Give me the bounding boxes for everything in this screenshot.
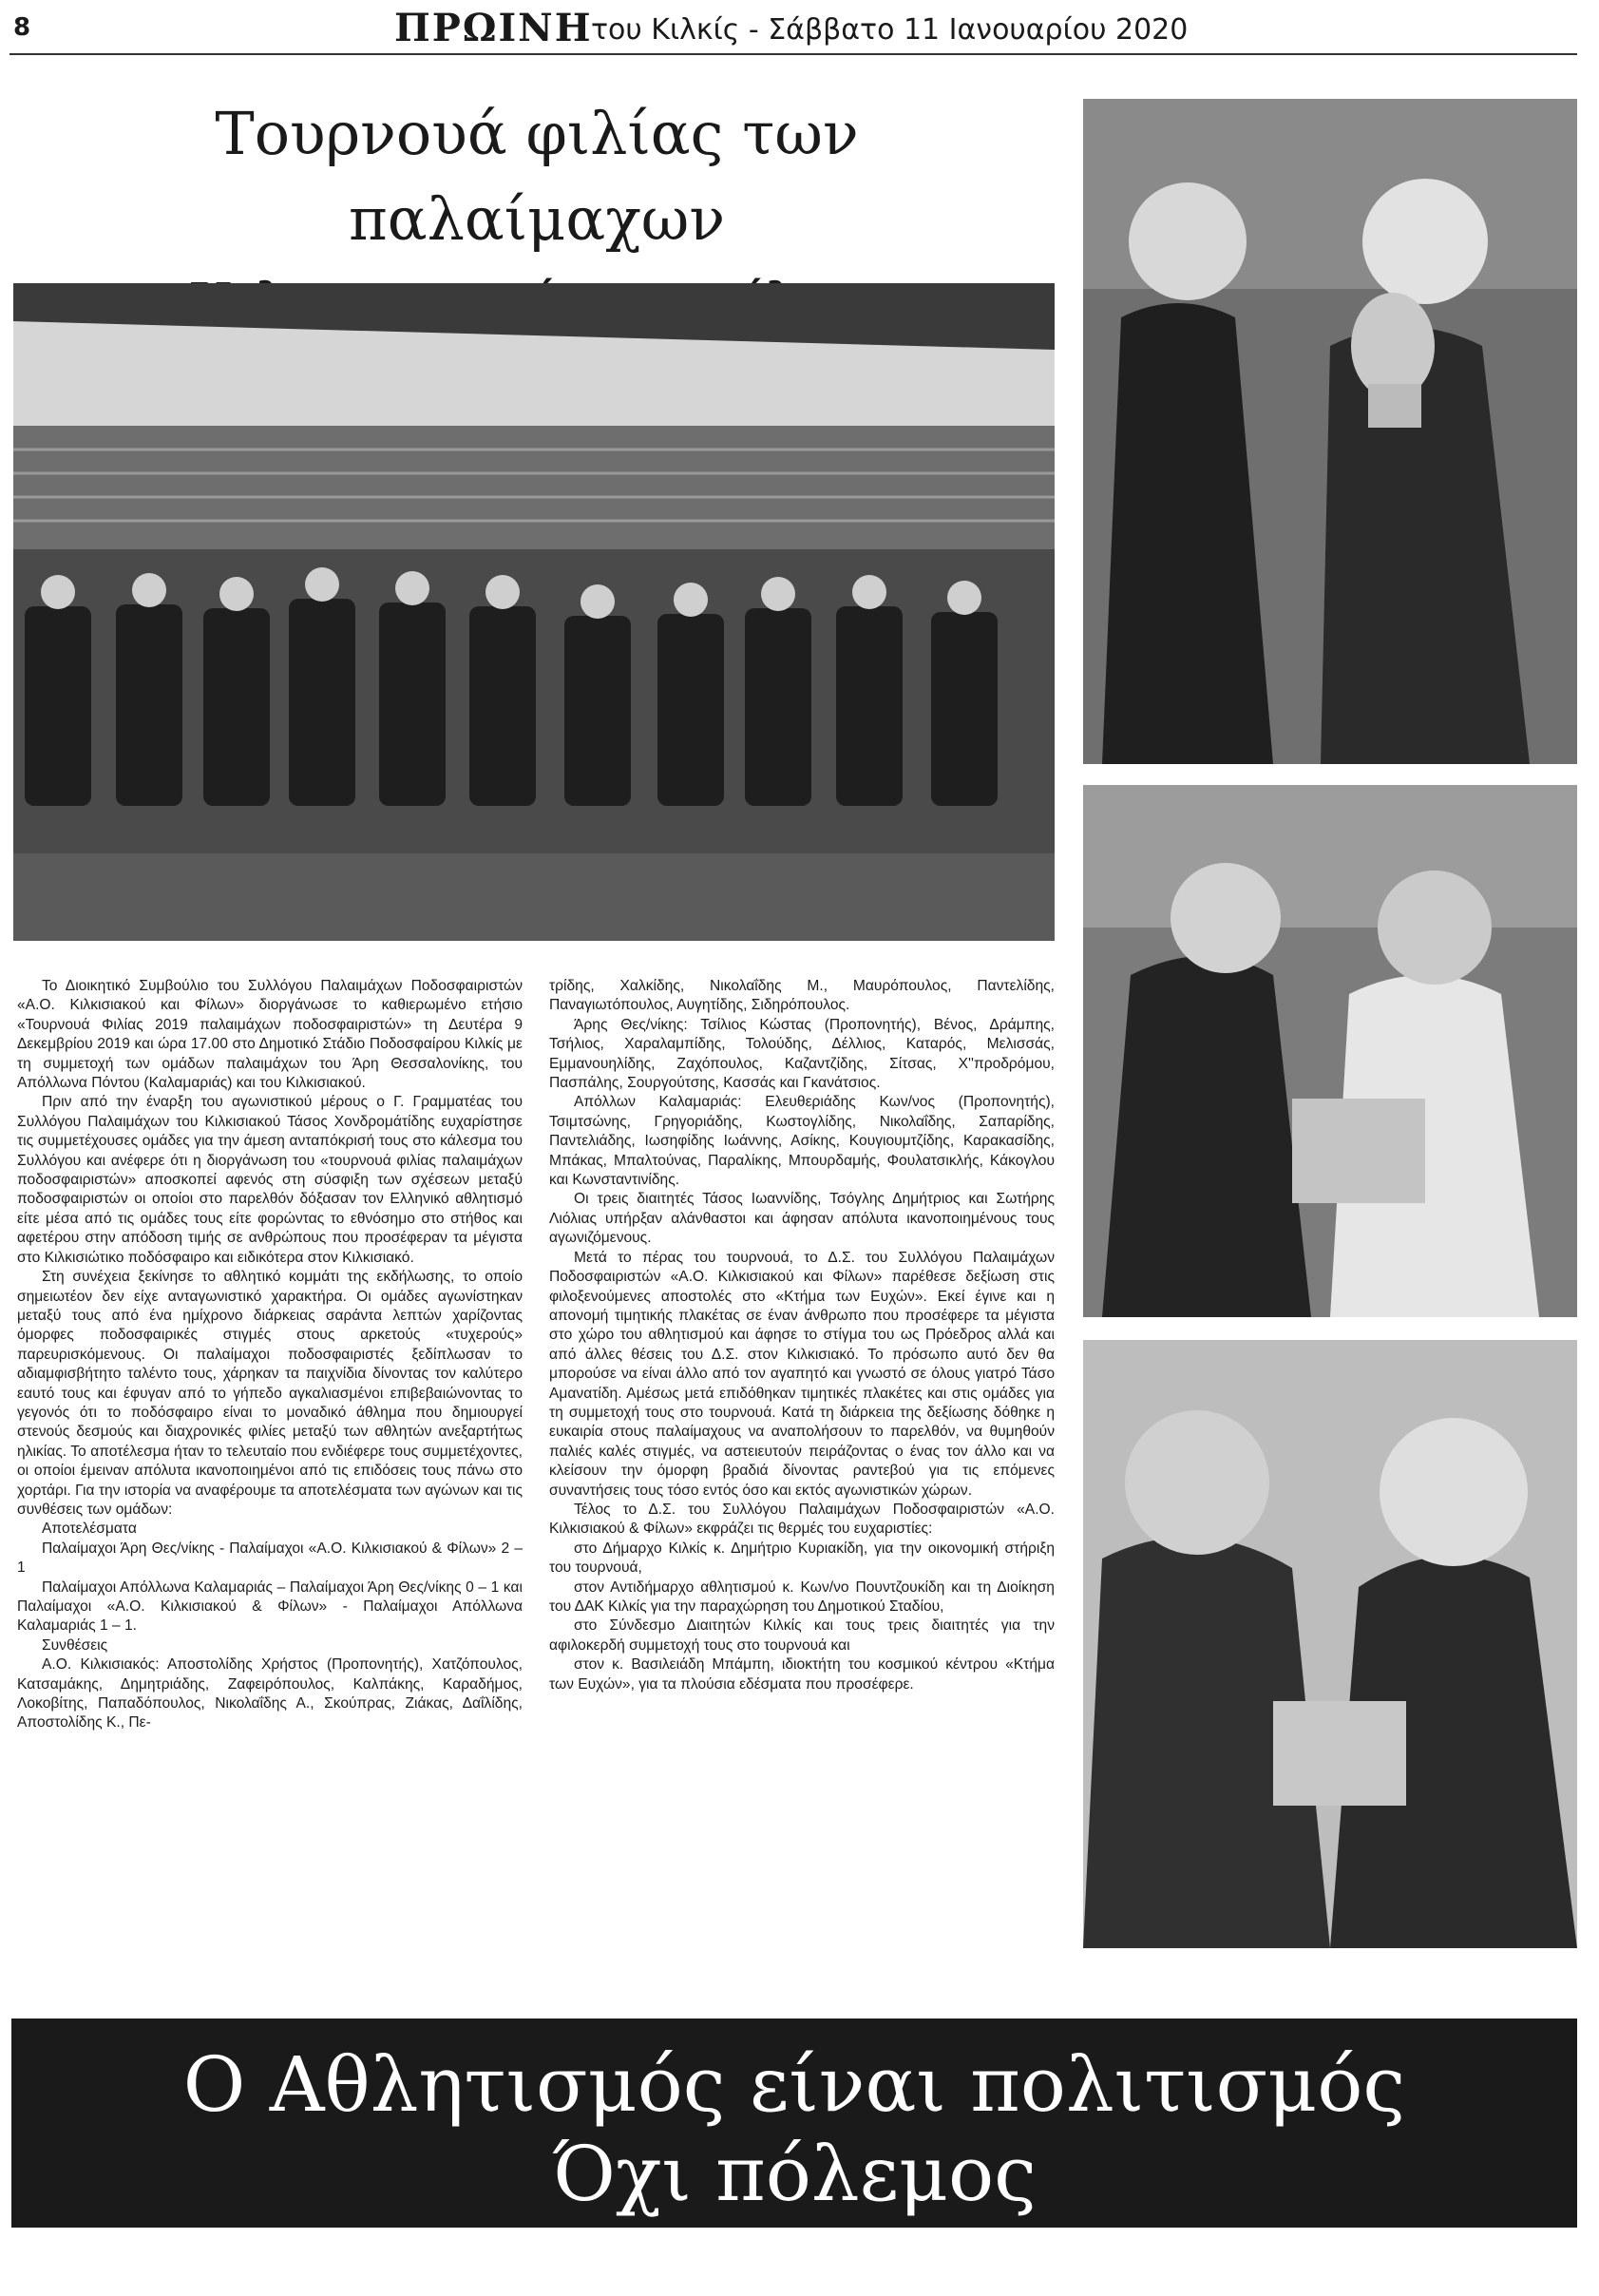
article-column-2	[549, 977, 1055, 1694]
result-line: Παλαίμαχοι Άρη Θες/νίκης - Παλαίμαχοι «Α.Ο. Κιλκισιακού & Φίλων» 2 – 1	[17, 1540, 523, 1577]
team-photo	[13, 283, 1055, 941]
lineups-heading: Συνθέσεις	[42, 1636, 108, 1654]
article-paragraph: Στη συνέχεια ξεκίνησε το αθλητικό κομμάτι της εκδήλωσης, το οποίο σημειωτέον δεν είχε ανταγωνιστικό χαρακτήρα. Οι ομάδες αγωνίστηκαν μεταξύ τους από ένα ημίχρονο διάρκειας σαράντα λεπτών χαρίζοντας όμορφες ποδοσφαιρικές στιγμές στους αρκετούς «τυχερούς» παρευρισκόμενους. Οι παλαίμαχοι ποδοσφαιριστές ξεδίπλωσαν το αδιαμφισβήτητο ταλέντο τους, χάρηκαν τα παιχνίδια δίνοντας τον καλύτερο εαυτό τους και έφυγαν από το γήπεδο αγκαλιασμένοι επιβεβαιώνοντας το γεγονός ότι το ποδόσφαιρο είναι το μοναδικό άθλημα που δημιουργεί στενούς δεσμούς και διαχρονικές φιλίες μεταξύ των αθλητών ανεξαρτήτως ηλικίας. Το αποτέλεσμα ήταν το τελευταίο που ενδιέφερε τους συμμετέχοντες, οι οποίοι έμειναν απόλυτα ικανοποιημένοι από τις επιδόσεις τους πάνω στο χορτάρι. Για την ιστορία να αναφέρουμε τα αποτελέσματα των αγώνων και τις συνθέσεις των ομάδων:	[17, 1269, 523, 1518]
result-line: Παλαίμαχοι Απόλλωνα Καλαμαριάς – Παλαίμαχοι Άρη Θες/νίκης 0 – 1 και Παλαίμαχοι «Α.Ο. Κιλκισιακού & Φίλων» - Παλαίμαχοι Απόλλωνα Καλαμαριάς 1 – 1.	[17, 1578, 523, 1635]
headline-line-1: Τουρνουά φιλίας των παλαίμαχων	[215, 99, 859, 254]
slogan-banner	[11, 2019, 1577, 2228]
results-heading: Αποτελέσματα	[42, 1521, 137, 1538]
thanks-item: στον κ. Βασιλειάδη Μπάμπη, ιδιοκτήτη του κοσμικού κέντρου «Κτήμα των Ευχών», για τα πλούσια εδέσματα που προσέφερε.	[549, 1656, 1055, 1693]
issue-dateline: του Κιλκίς - Σάββατο 11 Ιανουαρίου 2020	[591, 13, 1189, 47]
trophy-photo	[1083, 99, 1577, 764]
slogan-line-1: Ο Αθλητισμός είναι πολιτισμός	[182, 2040, 1406, 2129]
slogan-line-2: Όχι πόλεμος	[552, 2130, 1037, 2218]
plaque-photo-2	[1083, 1340, 1577, 1948]
article-paragraph: Τέλος το Δ.Σ. του Συλλόγου Παλαιμάχων Ποδοσφαιριστών «Α.Ο. Κιλκισιακού & Φίλων» εκφράζει τις θερμές του ευχαριστίες:	[549, 1501, 1055, 1538]
article-paragraph: Πριν από την έναρξη του αγωνιστικού μέρους ο Γ. Γραμματέας του Συλλόγου Παλαιμάχων του Κιλκισιακού Τάσος Χονδρομάτίδης ευχαρίστησε τις συμμετέχουσες ομάδες για την άμεση ανταπόκρισή τους στο κάλεσμα του Συλλόγου και ανέφερε ότι η διοργάνωση του «τουρνουά φιλίας παλαιμάχων ποδοσφαιριστών» αποσκοπεί αφενός στη σύσφιξη των σχέσεων μεταξύ ποδοσφαιριστών οι οποίοι στο παρελθόν δόξασαν τον Ελληνικό αθλητισμό είτε μέσα από τις ομάδες τους είτε φορώντας το εθνόσημο στο στήθος και αφετέρου στην απόδοση τιμής σε ανθρώπους που προσέφεραν τα μέγιστα στο Κιλκισιώτικο ποδόσφαιρο και ειδικότερα στον Κιλκισιακό.	[17, 1094, 523, 1266]
thanks-item: στο Σύνδεσμο Διαιτητών Κιλκίς και τους τρεις διαιτητές για την αφιλοκερδή συμμετοχή τους στο τουρνουά και	[549, 1617, 1055, 1654]
lineup-paragraph: Α.Ο. Κιλκισιακός: Αποστολίδης Χρήστος (Προπονητής), Χατζόπουλος, Κατσαμάκης, Δημητριάδης, Ζαφειρόπουλος, Καλπάκης, Καραδήμος, Λοκοβίτης, Παπαδόπουλος, Νικολαΐδης Α., Σκούπρας, Ζιάκας, Δαΐλίδης, Αποστολίδης Κ., Πε-	[17, 1656, 523, 1732]
newspaper-masthead: ΠΡΩΙΝΗ	[394, 6, 593, 50]
article-column-1	[17, 977, 523, 1733]
header-divider	[10, 53, 1577, 55]
thanks-item: στο Δήμαρχο Κιλκίς κ. Δημήτριο Κυριακίδη, για την οικονομική στήριξη του τουρνουά,	[549, 1540, 1055, 1577]
thanks-item: στον Αντιδήμαρχο αθλητισμού κ. Κων/νο Πουντζουκίδη και τη Διοίκηση του ΔΑΚ Κιλκίς για την παραχώρηση του Δημοτικού Σταδίου,	[549, 1578, 1055, 1615]
article-paragraph: Οι τρεις διαιτητές Τάσος Ιωαννίδης, Τσόγλης Δημήτριος και Σωτήρης Λιόλιας υπήρξαν αλάνθαστοι και άφησαν απόλυτα ικανοποιημένους τους αγωνιζόμενους.	[549, 1191, 1055, 1247]
lineup-continuation: τρίδης, Χαλκίδης, Νικολαΐδης Μ., Μαυρόπουλος, Παντελίδης, Παναγιωτόπουλος, Αυγητίδης, Σιδηρόπουλος.	[549, 978, 1055, 1014]
page-header	[0, 0, 1599, 57]
article-paragraph: Το Διοικητικό Συμβούλιο του Συλλόγου Παλαιμάχων Ποδοσφαιριστών «Α.Ο. Κιλκισιακού και Φίλων» διοργάνωσε το καθιερωμένο ετήσιο «Τουρνουά Φιλίας 2019 παλαιμάχων ποδοσφαιριστών» τη Δευτέρα 9 Δεκεμβρίου 2019 και ώρα 17.00 στο Δημοτικό Στάδιο Ποδοσφαίρου Κιλκίς με τη συμμετοχή των ομάδων παλαιμάχων του Άρη Θεσσαλονίκης, του Απόλλωνα Πόντου (Καλαμαριάς) και του Κιλκισιακού.	[17, 978, 523, 1092]
plaque-photo-1	[1083, 785, 1577, 1317]
article-paragraph: Μετά το πέρας του τουρνουά, το Δ.Σ. του Συλλόγου Παλαιμάχων Ποδοσφαιριστών «Α.Ο. Κιλκισιακού και Φίλων» παρέθεσε δεξίωση στις φιλοξενούμενες αποστολές στο «Κτήμα των Ευχών». Εκεί έγινε και η απονομή τιμητικής πλακέτας σε έναν άνθρωπο που προσέφερε τα μέγιστα στο χώρο του αθλητισμού και άφησε το στίγμα του ως Πρόεδρος αλλά και από άλλες θέσεις του Δ.Σ. στον Κιλκισιακό. Το πρόσωπο αυτό δεν θα μπορούσε να είναι άλλο από τον αγαπητό και γνωστό σε όλους γιατρό Τάσο Αμανατίδη. Αμέσως μετά επιδόθηκαν τιμητικές πλακέτες και στις ομάδες για τη συμμετοχή τους στο τουρνουά. Κατά τη διάρκεια της δεξίωσης δόθηκε η ευκαιρία στους παλαίμαχους να αναπολήσουν το παρελθόν, να θυμηθούν παλιές καλές στιγμές, να αστειευτούν πειράζοντας ο ένας τον άλλο και να κλείσουν την όμορφη βραδιά δίνοντας ραντεβού για τις επόμενες συναντήσεις τους τόσο εντός όσο και εκτός αγωνιστικών χώρων.	[549, 1249, 1055, 1499]
lineup-paragraph: Απόλλων Καλαμαριάς: Ελευθεριάδης Κων/νος (Προπονητής), Τσιμτσώνης, Γρηγοριάδης, Κωστογλίδης, Νικολαΐδης, Σαπαρίδης, Παντελιάδης, Ιωσηφίδης Ιωάννης, Ασίκης, Κουγιουμτζίδης, Καρακασίδης, Μπάκας, Μπαλτούνας, Παραλίκης, Μπουρδαμής, Φουλατσικλής, Κάκογλου και Κωνσταντινίδης.	[549, 1094, 1055, 1189]
page-number: 8	[13, 13, 31, 42]
lineup-paragraph: Άρης Θες/νίκης: Τσίλιος Κώστας (Προπονητής), Βένος, Δράμπης, Τσήλιος, Χαραλαμπίδης, Τολούδης, Δέλλιος, Καταρός, Μελισσάς, Εμμανουηλίδης, Ζαχόπουλος, Καζαντζίδης, Σίτσας, Χ''προδρόμου, Πασπάλης, Σουργούτσης, Κασσάς και Γκανάτσιος.	[549, 1016, 1055, 1092]
